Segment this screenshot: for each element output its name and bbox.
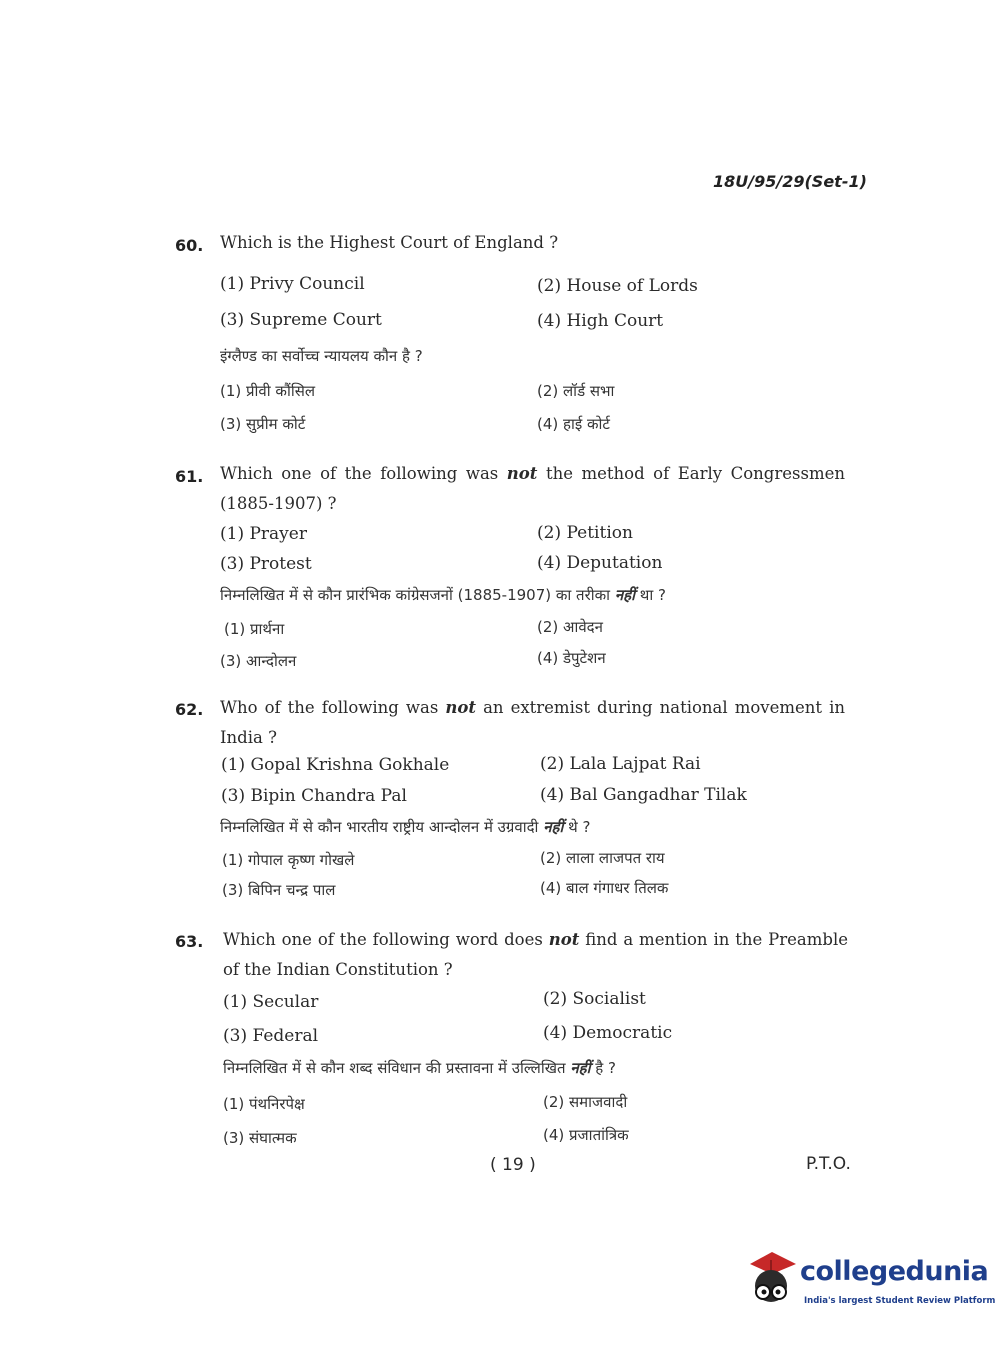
hindi-option-3: (3) बिपिन चन्द्र पाल — [222, 881, 336, 899]
emphasis-nahin: नहीं — [614, 586, 635, 604]
hindi-option-4: (4) हाई कोर्ट — [537, 415, 610, 433]
question-text: Which is the Highest Court of England ? — [220, 233, 559, 252]
hindi-option-1: (1) प्रीवी कौंसिल — [220, 382, 316, 400]
option-4: (4) Bal Gangadhar Tilak — [540, 785, 747, 805]
option-3: (3) Bipin Chandra Pal — [221, 786, 407, 806]
mascot-icon — [742, 1250, 800, 1314]
text-part: था ? — [635, 586, 666, 604]
hindi-option-2: (2) लॉर्ड सभा — [537, 382, 615, 400]
emphasis-nahin: नहीं — [570, 1059, 591, 1077]
hindi-question-text — [220, 817, 591, 837]
question-text — [223, 925, 848, 985]
option-3: (3) Supreme Court — [220, 310, 382, 330]
option-3: (3) Federal — [223, 1026, 319, 1046]
option-2: (2) Petition — [537, 523, 633, 543]
text-part: है ? — [590, 1059, 616, 1077]
hindi-option-3: (3) सुप्रीम कोर्ट — [220, 415, 306, 433]
hindi-option-2: (2) आवेदन — [537, 618, 603, 636]
question-number: 62. — [175, 700, 204, 719]
text-part: Which one of the following was — [220, 464, 507, 483]
text-part: निम्नलिखित में से कौन प्रारंभिक कांग्रेसजनों (1885-1907) का तरीका — [220, 586, 615, 604]
hindi-option-1: (1) गोपाल कृष्ण गोखले — [222, 851, 355, 869]
text-part: थे ? — [563, 818, 591, 836]
question-text — [220, 459, 845, 519]
brand-name: collegedunia — [800, 1256, 989, 1287]
question-number: 63. — [175, 932, 204, 951]
option-4: (4) Deputation — [537, 553, 663, 573]
paper-code: 18U/95/29(Set-1) — [713, 172, 867, 191]
hindi-question-text — [220, 585, 666, 605]
option-1: (1) Gopal Krishna Gokhale — [221, 755, 450, 775]
option-1: (1) Prayer — [220, 524, 307, 544]
option-2: (2) Socialist — [543, 989, 646, 1009]
question-number: 61. — [175, 467, 204, 486]
hindi-option-4: (4) डेपुटेशन — [537, 649, 606, 667]
hindi-option-4: (4) बाल गंगाधर तिलक — [540, 879, 669, 897]
option-4: (4) High Court — [537, 311, 664, 331]
option-1: (1) Secular — [223, 992, 319, 1012]
hindi-option-1: (1) प्रार्थना — [224, 620, 285, 638]
hindi-option-3: (3) आन्दोलन — [220, 652, 297, 670]
hindi-question-text: इंग्लैण्ड का सर्वोच्च न्यायलय कौन है ? — [220, 347, 423, 365]
page-number: ( 19 ) — [490, 1155, 536, 1175]
hindi-option-1: (1) पंथनिरपेक्ष — [223, 1095, 305, 1113]
text-part: निम्नलिखित में से कौन शब्द संविधान की प्रस्तावना में उल्लिखित — [223, 1059, 571, 1077]
hindi-option-2: (2) लाला लाजपत राय — [540, 849, 665, 867]
hindi-option-4: (4) प्रजातांत्रिक — [543, 1126, 629, 1144]
emphasis-nahin: नहीं — [543, 818, 564, 836]
brand-tagline: India's largest Student Review Platform — [804, 1296, 996, 1306]
text-part: the method of Early Congressmen (1885-1907) ? — [220, 464, 845, 513]
text-part: निम्नलिखित में से कौन भारतीय राष्ट्रीय आन्दोलन में उग्रवादी — [220, 818, 544, 836]
hindi-question-text — [223, 1058, 616, 1078]
option-3: (3) Protest — [220, 554, 312, 574]
text-part: Who of the following was — [220, 698, 446, 717]
option-2: (2) House of Lords — [537, 276, 698, 296]
collegedunia-watermark — [742, 1250, 996, 1314]
question-text — [220, 693, 845, 753]
text-part: Which one of the following word does — [223, 930, 549, 949]
option-4: (4) Democratic — [543, 1023, 673, 1043]
text-part: find a mention in the Preamble of the Indian Constitution ? — [223, 930, 848, 979]
emphasis-not: not — [506, 464, 538, 483]
hindi-option-2: (2) समाजवादी — [543, 1093, 628, 1111]
hindi-option-3: (3) संघात्मक — [223, 1129, 297, 1147]
text-part: an extremist during national movement in India ? — [220, 698, 845, 747]
emphasis-not: not — [548, 930, 580, 949]
option-1: (1) Privy Council — [220, 274, 365, 294]
option-2: (2) Lala Lajpat Rai — [540, 754, 701, 774]
emphasis-not: not — [445, 698, 477, 717]
pto-label: P.T.O. — [806, 1154, 851, 1174]
question-number: 60. — [175, 236, 204, 255]
